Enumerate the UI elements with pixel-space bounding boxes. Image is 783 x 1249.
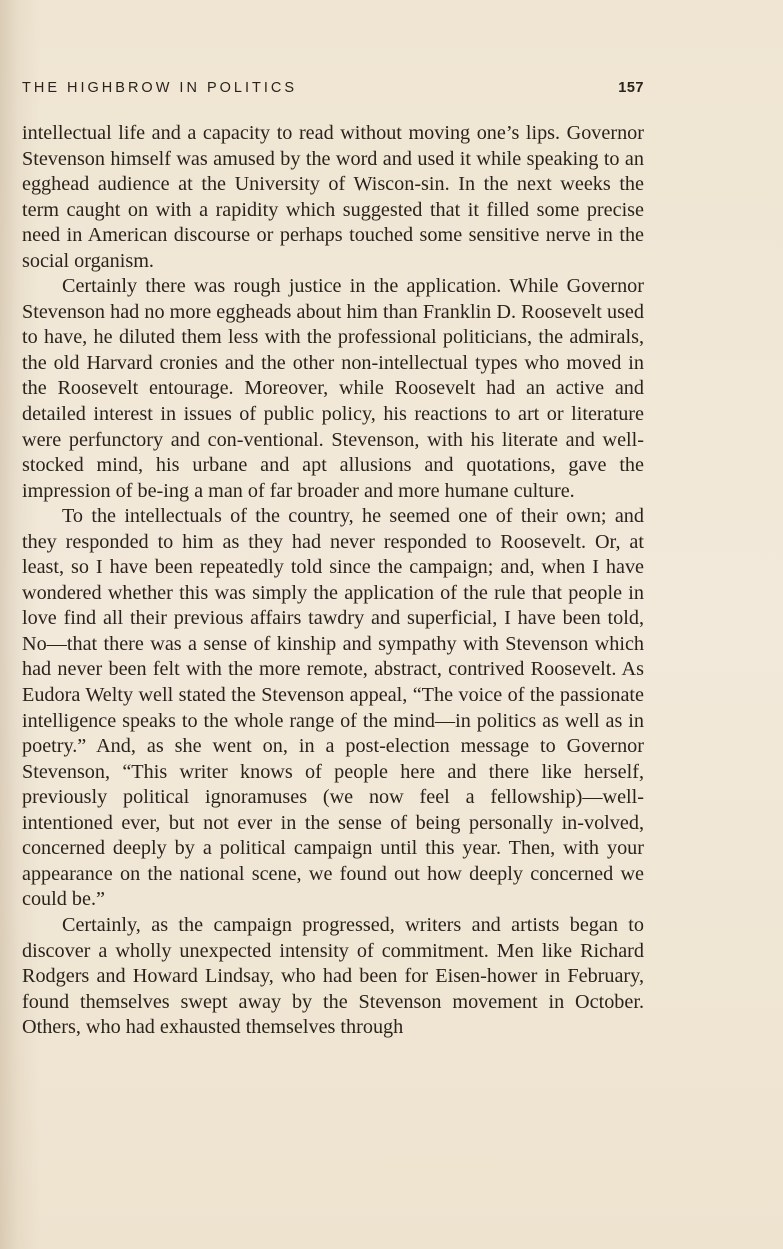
page-number: 157: [618, 80, 644, 96]
paragraph-4: Certainly, as the campaign progressed, writers and artists began to discover a wholly unexpected intensity of commitment. Men like Richard Rodgers and Howard Lindsay, who had been for Eisen-hower in February, found themselves swept away by the Stevenson movement in October. Others, who had exhausted themselves through: [22, 913, 644, 1039]
paragraph-3: To the intellectuals of the country, he seemed one of their own; and they responded to him as they had never responded to Roosevelt. Or, at least, so I have been repeatedly told since the campaign; and, when I have wondered whether this was simply the application of the rule that people in love find all their previous affairs tawdry and superficial, I have been told, No—that there was a sense of kinship and sympathy with Stevenson which had never been felt with the more remote, abstract, contrived Roosevelt. As Eudora Welty well stated the Stevenson appeal, “The voice of the passionate intelligence speaks to the whole range of the mind—in politics as well as in poetry.” And, as she went on, in a post-election message to Governor Stevenson, “This writer knows of people here and there like herself, previously political ignoramuses (we now feel a fellowship)—well-intentioned ever, but not ever in the sense of being personally in-volved, concerned deeply by a political campaign until this year. Then, with your appearance on the national scene, we found out how deeply concerned we could be.”: [22, 505, 644, 911]
running-title: THE HIGHBROW IN POLITICS: [22, 80, 298, 96]
body-text: [22, 121, 644, 1041]
paragraph-1: intellectual life and a capacity to read without moving one’s lips. Governor Stevenson himself was amused by the word and used it while speaking to an egghead audience at the University of Wiscon-sin. In the next weeks the term caught on with a rapidity which suggested that it filled some precise need in American discourse or perhaps touched some sensitive nerve in the social organism.: [22, 122, 644, 272]
running-head: [22, 80, 644, 104]
paragraph-2: Certainly there was rough justice in the application. While Governor Stevenson had no more eggheads about him than Franklin D. Roosevelt used to have, he diluted them less with the professional politicians, the admirals, the old Harvard cronies and the other non-intellectual types who moved in the Roosevelt entourage. Moreover, while Roosevelt had an active and detailed interest in issues of public policy, his reactions to art or literature were perfunctory and con-ventional. Stevenson, with his literate and well-stocked mind, his urbane and apt allusions and quotations, gave the impression of be-ing a man of far broader and more humane culture.: [22, 275, 644, 502]
